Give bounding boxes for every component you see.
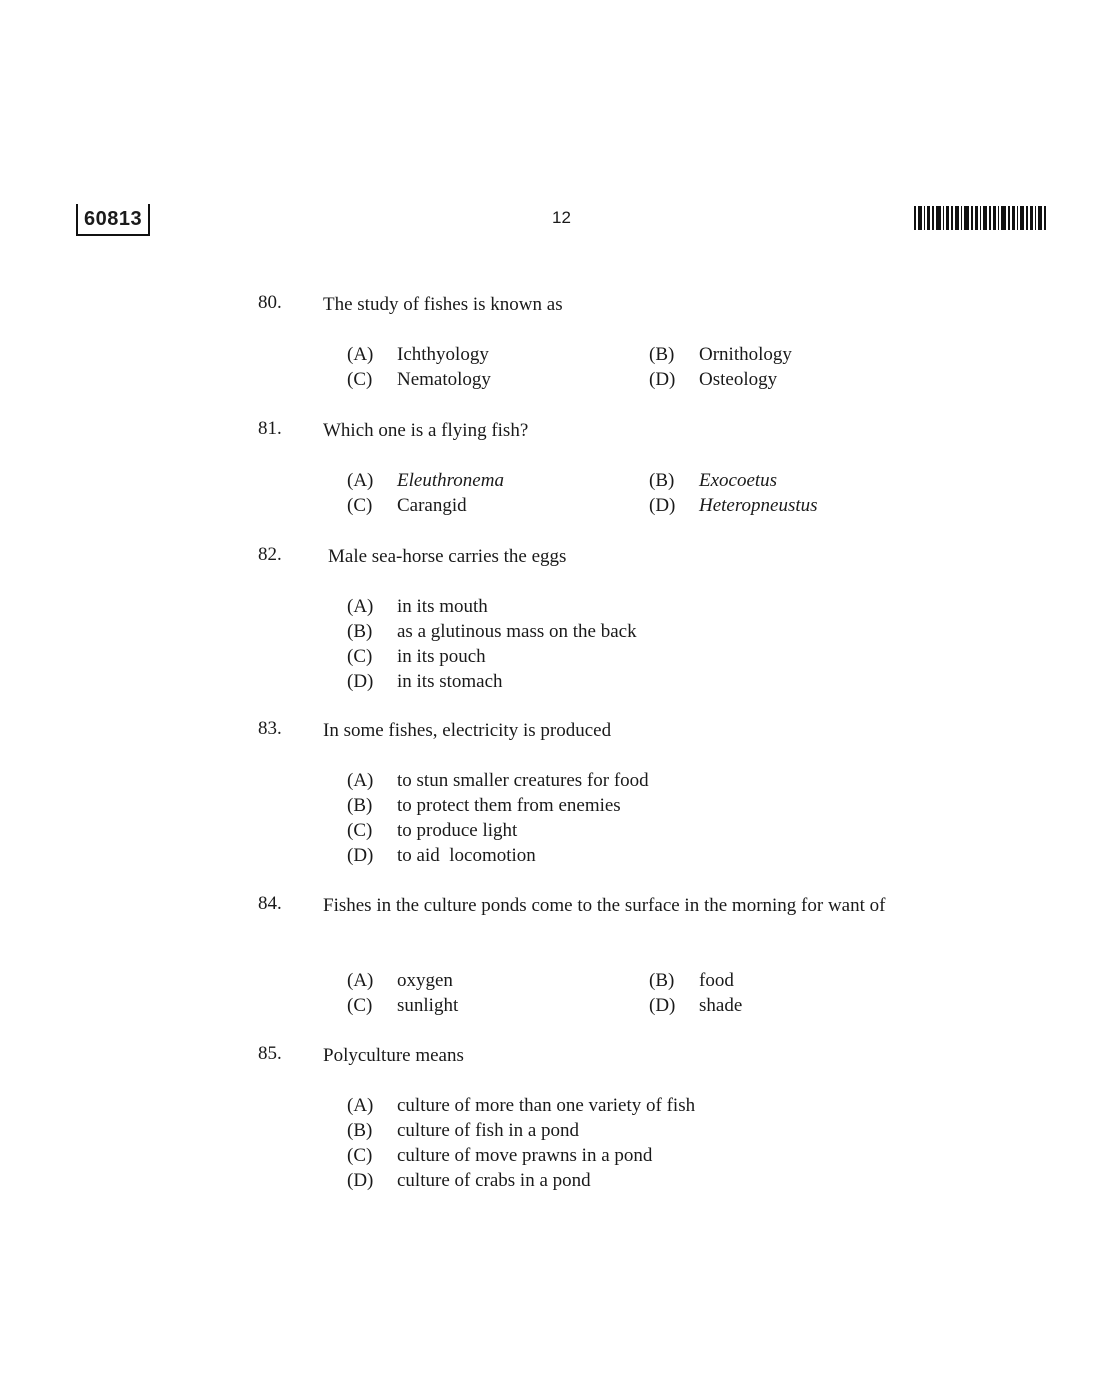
page-number: 12 [552,208,571,227]
option-b: (B) Ornithology [649,344,792,365]
option-b: (B) Exocoetus [649,470,778,491]
option-d: (D) in its stomach [347,671,503,692]
option-c: (C) Carangid [347,495,467,516]
option-b: (B) as a glutinous mass on the back [347,621,637,642]
option-a: (A) oxygen [347,970,453,991]
option-d: (D) to aid locomotion [347,845,536,866]
option-a: (A) Ichthyology [347,344,489,365]
question-text: In some fishes, electricity is produced [323,720,612,741]
question-text: The study of fishes is known as [323,294,563,315]
option-a: (A) in its mouth [347,596,488,617]
option-c: (C) in its pouch [347,646,486,667]
option-d: (D) culture of crabs in a pond [347,1170,591,1191]
option-a: (A) Eleuthronema [347,470,504,491]
option-b: (B) food [649,970,734,991]
option-c: (C) culture of move prawns in a pond [347,1145,653,1166]
paper-code: 60813 [76,204,150,236]
option-c: (C) Nematology [347,369,491,390]
question-text: Male sea-horse carries the eggs [328,546,567,567]
option-d: (D) shade [649,995,743,1016]
question-number: 80. [258,292,282,313]
option-a: (A) culture of more than one variety of fish [347,1095,696,1116]
question-number: 83. [258,718,282,739]
option-c: (C) to produce light [347,820,518,841]
question-text: Fishes in the culture ponds come to the surface in the morning for want of [323,895,886,916]
option-a: (A) to stun smaller creatures for food [347,770,649,791]
option-b: (B) culture of fish in a pond [347,1120,580,1141]
question-text: Polyculture means [323,1045,464,1066]
question-text: Which one is a flying fish? [323,420,529,441]
question-number: 81. [258,418,282,439]
question-number: 82. [258,544,282,565]
option-c: (C) sunlight [347,995,459,1016]
option-d: (D) Osteology [649,369,778,390]
barcode-icon [914,206,1046,230]
option-d: (D) Heteropneustus [649,495,818,516]
question-number: 85. [258,1043,282,1064]
question-number: 84. [258,893,282,914]
option-b: (B) to protect them from enemies [347,795,621,816]
